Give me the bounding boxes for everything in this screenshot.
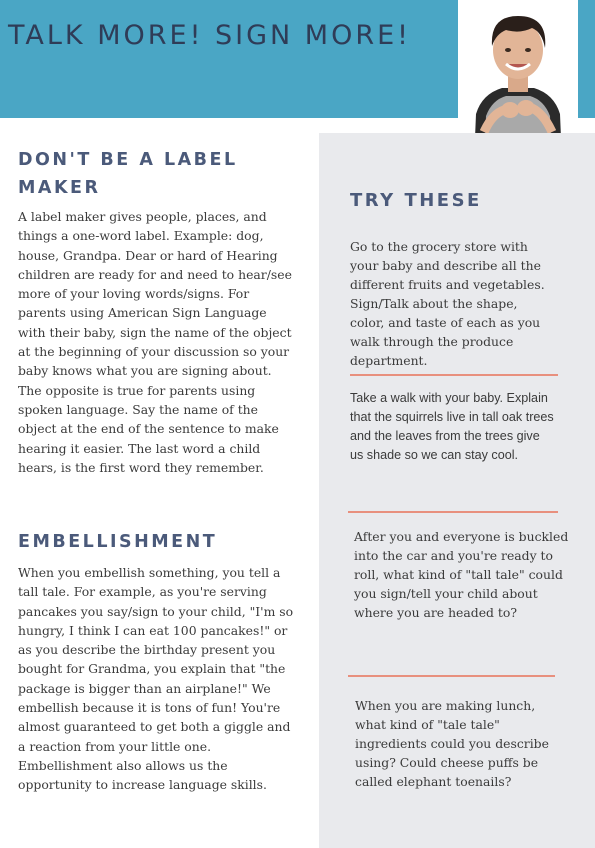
tip-divider [348,511,558,513]
label-maker-heading-line2: MAKER [18,178,101,198]
label-maker-body: A label maker gives people, places, and things a one-word label. Example: dog, house, Grandpa. Dear or hard of Hearing children are ready for and need to hear/see more of your loving words/signs. For parents using American Sign Language with their baby, sign the name of the object at the beginning of your discussion so your baby knows what you are signing about. The opposite is true for parents using spoken language. Say the name of the object at the end of the sentence to make hearing it easier. The last word a child hears, is the first word they remember. [18,209,292,475]
tip-walk: Take a walk with your baby. Explain that the squirrels live in tall oak trees and the leaves from the trees give us shade so we can stay cool. [350,391,554,462]
try-these-heading: TRY THESE [350,190,482,211]
tip-lunch: When you are making lunch, what kind of "tale tale" ingredients could you describe using? Could cheese puffs be called elephant toenails? [355,698,549,789]
label-maker-heading-line1: DON'T BE A LABEL [18,150,238,170]
label-maker-heading [18,146,238,202]
page-title: TALK MORE! SIGN MORE! [8,20,411,51]
tip-car: After you and everyone is buckled into the car and you're ready to roll, what kind of "tall tale" could you sign/tell your child about where you are headed to? [354,529,569,620]
tip-divider [348,675,555,677]
embellishment-body: When you embellish something, you tell a tall tale. For example, as you're serving pancakes you say/sign to your child, "I'm so hungry, I think I can eat 100 pancakes!" or as you describe the birthday present you bought for Grandma, you explain that "the package is bigger than an airplane!" We embellish because it is tons of fun! You're almost guaranteed to get both a giggle and a reaction from your little one. Embellishment also allows us the opportunity to increase language skills. [18,565,294,793]
tip-grocery: Go to the grocery store with your baby and describe all the different fruits and vegetables. Sign/Talk about the shape, color, and taste of each as you walk through the produce department. [350,239,545,368]
tip-divider [350,374,558,376]
embellishment-heading: EMBELLISHMENT [18,532,218,552]
